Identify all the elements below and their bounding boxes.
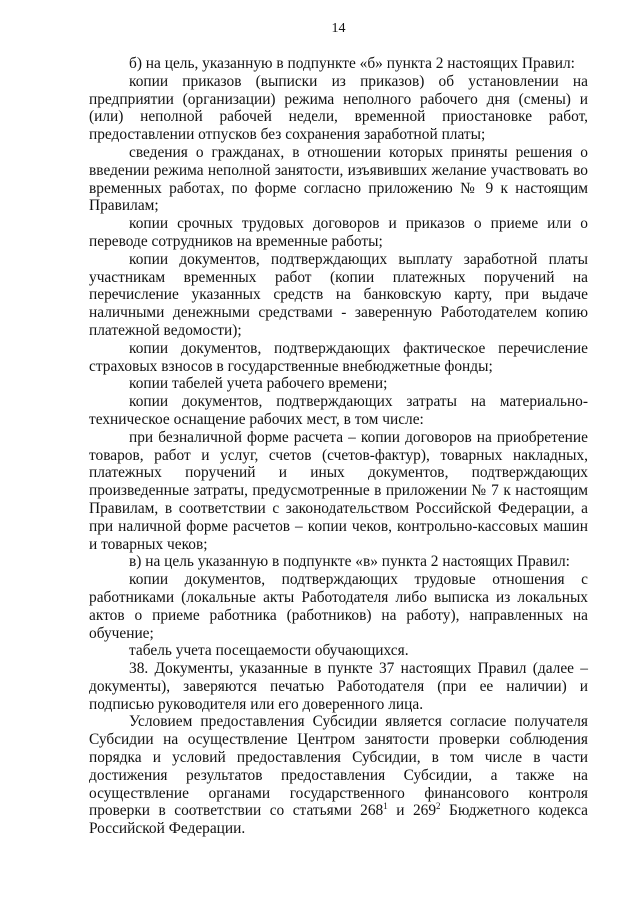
paragraph: в) на цель указанную в подпункте «в» пункта 2 настоящих Правил: [129, 553, 570, 571]
paragraph: 38. Документы, указанные в пункте 37 настоящих Правил (далее – документы), заверяются печатью Работодателя (при ее наличии) и подписью руководителя или его доверенного лица. [89, 660, 588, 713]
paragraph: копии табелей учета рабочего времени; [129, 375, 388, 393]
paragraph: копии документов, подтверждающих затраты на материально-техническое оснащение рабочих мест, в том числе: [89, 393, 588, 428]
page-number: 14 [331, 21, 346, 36]
paragraph: табель учета посещаемости обучающихся. [129, 642, 409, 660]
paragraph: при безналичной форме расчета – копии договоров на приобретение товаров, работ и услуг, счетов (счетов-фактур), товарных накладных, платежных поручений и иных документов, подтверждающих произведенные затраты, предусмотренные в приложении № 7 к настоящим Правилам, в соответствии с законодательством Российской Федерации, а при наличной форме расчетов – копии чеков, контрольно-кассовых машин и товарных чеков; [89, 428, 588, 553]
paragraph: копии приказов (выписки из приказов) об установлении на предприятии (организации) режима неполного рабочего дня (смены) и (или) неполной рабочей недели, временной приостановке работ, предоставлении отпусков без сохранения заработной платы; [89, 72, 588, 144]
final-text-before: Условием предоставления Субсидии является согласие получателя Субсидии на осуществление Центром занятости проверки соблюдения порядка и условий предоставления Субсидии, в том числе в части достижения результатов предоставления Субсидии, а также на осуществление органами государственного финансового контроля проверки в соответствии со статьями 268 [89, 713, 588, 820]
paragraph: копии срочных трудовых договоров и приказов о приеме или о переводе сотрудников на временные работы; [89, 215, 588, 250]
final-text-after: Бюджетного кодекса Российской Федерации. [89, 802, 588, 838]
paragraph: копии документов, подтверждающих выплату заработной платы участникам временных работ (копии платежных поручений на перечисление указанных средств на банковскую карту, при выдаче наличными денежными средствами - заверенную Работодателем копию платежной ведомости); [89, 250, 588, 339]
paragraph: копии документов, подтверждающих фактическое перечисление страховых взносов в государственные внебюджетные фонды; [89, 339, 588, 375]
paragraph: сведения о гражданах, в отношении которых приняты решения о введении режима неполной занятости, изъявивших желание участвовать во временных работах, по форме согласно приложению № 9 к настоящим Правилам; [89, 143, 588, 215]
document-body [89, 55, 588, 838]
final-text-middle: и 269 [387, 802, 437, 820]
paragraph-final [89, 713, 588, 838]
paragraph: б) на цель, указанную в подпункте «б» пункта 2 настоящих Правил: [129, 55, 575, 72]
footnote-mark-1: 1 [383, 801, 388, 812]
paragraph: копии документов, подтверждающих трудовые отношения с работниками (локальные акты Работодателя либо выписка из локальных актов о приеме работника (работников) на работу), направленных на обучение; [89, 571, 588, 642]
footnote-mark-2: 2 [436, 801, 441, 812]
